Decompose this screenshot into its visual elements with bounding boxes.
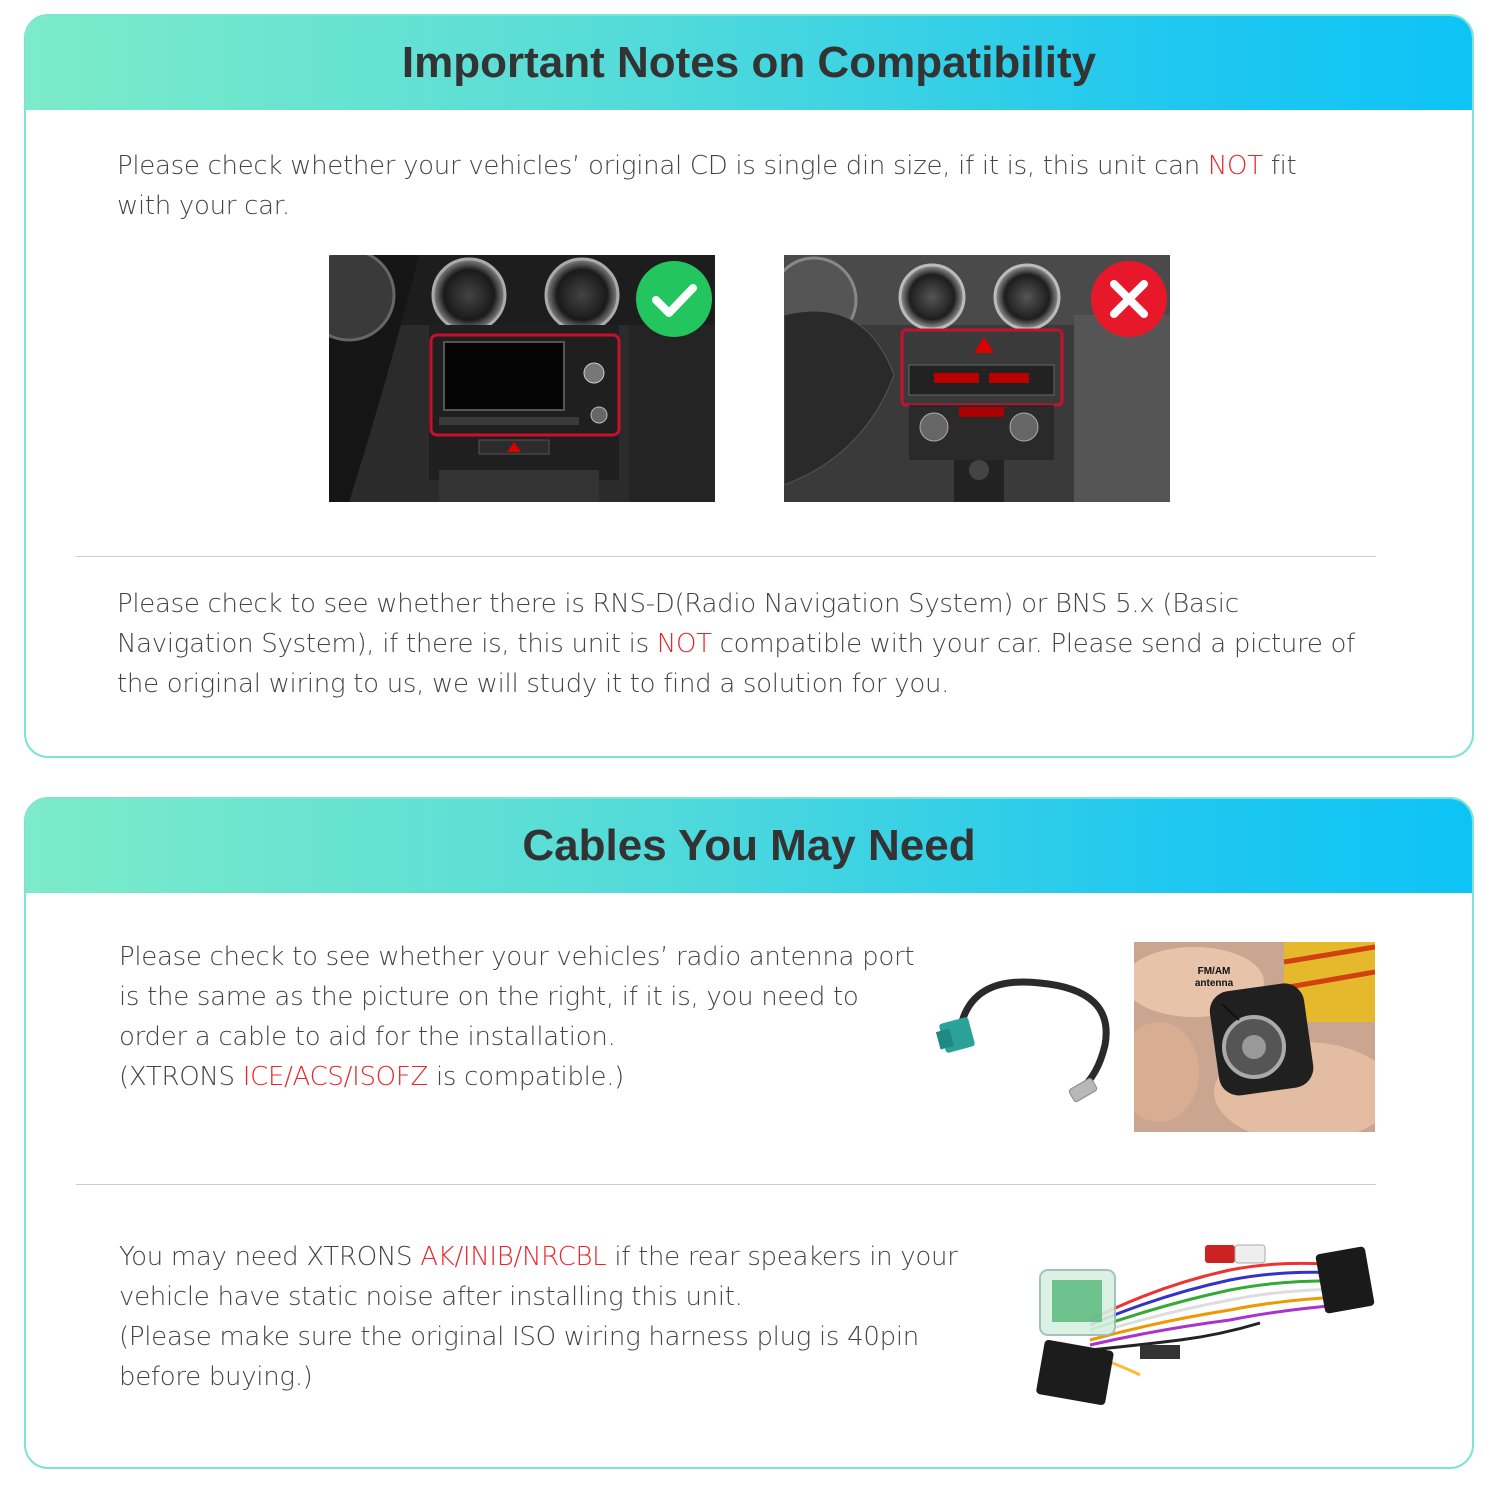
single-din-note-text-end: fit with your car. bbox=[117, 151, 1297, 221]
fm-am-antenna-port-photo bbox=[1134, 942, 1375, 1132]
rns-d-note bbox=[117, 584, 1367, 704]
antenna-compat-prefix: (XTRONS bbox=[119, 1062, 243, 1092]
antenna-adapter-cable-photo bbox=[930, 965, 1130, 1105]
rns-d-note-text: Please check to see whether there is RNS-D(Radio Navigation System) or BNS 5.x (Basic Navigation System), if there is, this unit is bbox=[117, 589, 1239, 659]
rear-speaker-note-prefix: You may need XTRONS bbox=[119, 1242, 421, 1272]
rns-d-not-highlight: NOT bbox=[656, 629, 712, 659]
section1-divider bbox=[76, 556, 1376, 557]
cross-icon bbox=[1090, 260, 1168, 338]
rear-speaker-note-text: if the rear speakers in your vehicle have static noise after installing this unit. bbox=[119, 1242, 958, 1312]
rns-d-note-text-end: compatible with your car. Please send a picture of the original wiring to us, we will study it to find a solution for you. bbox=[117, 629, 1356, 699]
speaker-cable-models: AK/INIB/NRCBL bbox=[420, 1242, 607, 1272]
section2-divider bbox=[76, 1184, 1376, 1185]
antenna-compat-suffix: is compatible.) bbox=[428, 1062, 625, 1092]
antenna-note bbox=[119, 937, 919, 1097]
single-din-not-highlight: NOT bbox=[1207, 151, 1263, 181]
single-din-note-text: Please check whether your vehicles’ original CD is single din size, if it is, this unit can bbox=[117, 151, 1208, 181]
compatibility-header bbox=[26, 16, 1472, 110]
rear-speaker-note bbox=[119, 1237, 989, 1397]
checkmark-icon bbox=[635, 260, 713, 338]
antenna-note-text: Please check to see whether your vehicles’ radio antenna port is the same as the picture on the right, if it is, you need to order a cable to aid for the installation. bbox=[119, 942, 915, 1052]
antenna-cable-models: ICE/ACS/ISOFZ bbox=[242, 1062, 428, 1092]
iso-harness-note: (Please make sure the original ISO wiring harness plug is 40pin before buying.) bbox=[119, 1322, 919, 1392]
antenna-label-line2: antenna bbox=[1194, 978, 1234, 989]
single-din-note bbox=[117, 146, 1357, 226]
antenna-label-line1: FM/AM bbox=[1197, 966, 1231, 977]
wiring-harness-photo bbox=[1020, 1225, 1390, 1420]
cables-header bbox=[26, 799, 1472, 893]
cables-title: Cables You May Need bbox=[522, 821, 976, 870]
compatibility-title: Important Notes on Compatibility bbox=[401, 38, 1097, 87]
